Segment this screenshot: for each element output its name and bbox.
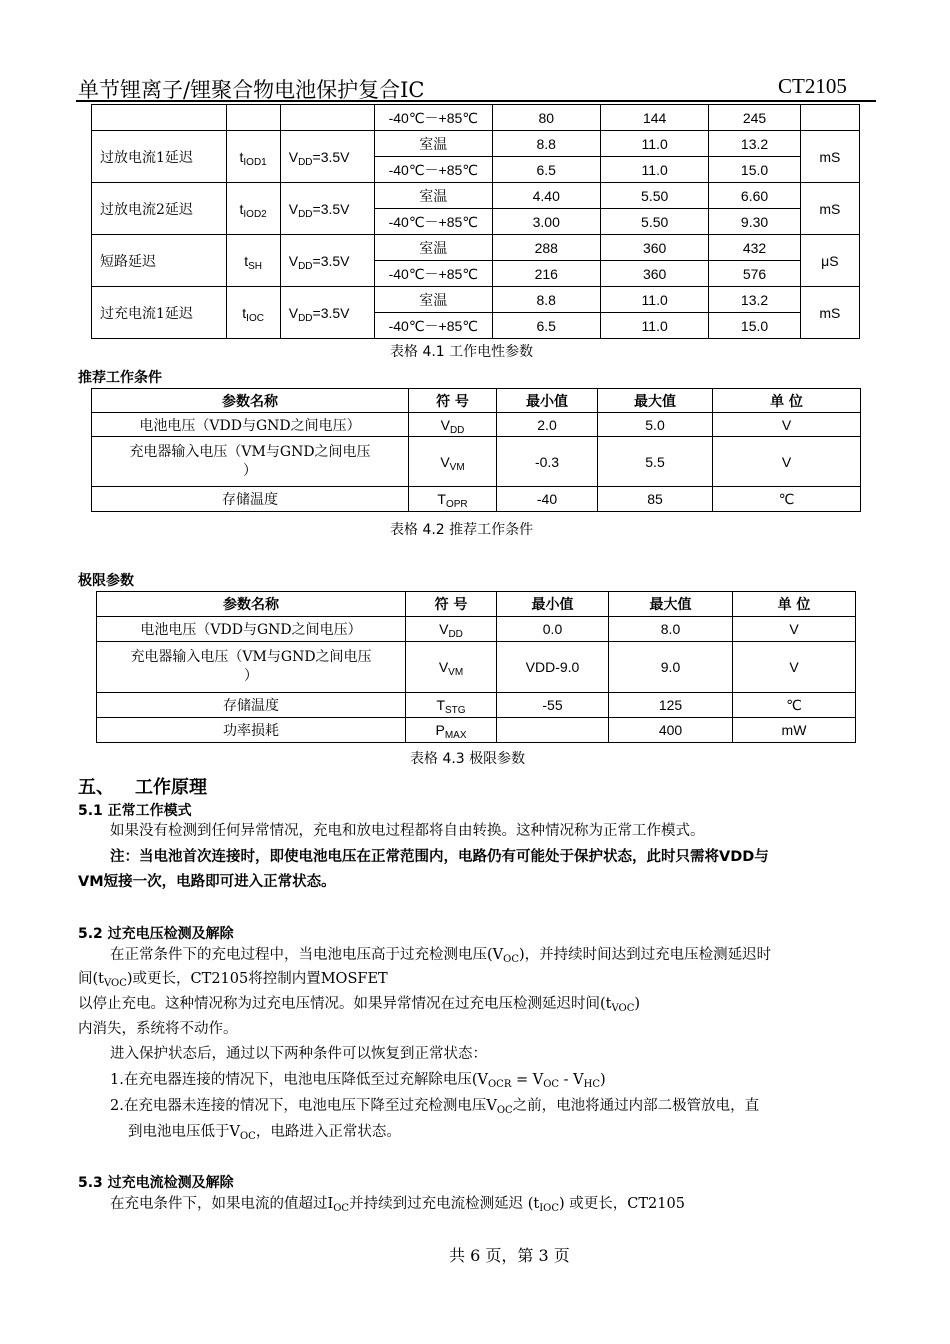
temp-cell: -40℃－+85℃	[375, 313, 492, 339]
table-row	[92, 131, 860, 157]
min-cell: 8.8	[492, 287, 600, 313]
column-header: 符 号	[409, 389, 497, 413]
min-cell: -0.3	[497, 437, 598, 487]
min-cell: 0.0	[497, 617, 609, 642]
unit-cell: V	[733, 617, 856, 642]
table-row	[92, 105, 860, 131]
typ-cell: 5.50	[600, 209, 708, 235]
table-4-3-caption: 表格 4.3 极限参数	[410, 751, 526, 767]
max-cell: 125	[609, 693, 733, 718]
unit-cell: ℃	[733, 693, 856, 718]
unit-cell: V	[713, 437, 861, 487]
list-item: 1.在充电器连接的情况下，电池电压降低至过充解除电压$(V_{OCR} = V_{OC} - V_{HC})$	[110, 1072, 606, 1090]
unit-cell: mS	[800, 287, 859, 339]
min-cell	[497, 718, 609, 743]
typ-cell: 360	[600, 235, 708, 261]
typ-cell: 11.0	[600, 313, 708, 339]
max-cell: 85	[598, 487, 713, 512]
section-5-number: 五、	[78, 777, 114, 798]
max-cell: 9.0	[609, 642, 733, 693]
min-cell: 2.0	[497, 413, 598, 437]
max-cell: 13.2	[709, 287, 800, 313]
temp-cell: -40℃－+85℃	[375, 209, 492, 235]
symbol-cell: $T_{OPR}$	[409, 487, 497, 512]
absolute-max-heading: 极限参数	[78, 573, 134, 589]
max-cell: 13.2	[709, 131, 800, 157]
min-cell: -40	[497, 487, 598, 512]
table-row	[92, 183, 860, 209]
column-header: 最小值	[497, 592, 609, 617]
temp-cell: -40℃－+85℃	[375, 157, 492, 183]
max-cell: 5.0	[598, 413, 713, 437]
symbol-cell: $V_{VM}$	[406, 642, 497, 693]
symbol-cell: $V_{DD}$	[406, 617, 497, 642]
temp-cell: -40℃－+85℃	[375, 105, 492, 131]
unit-cell: mS	[800, 131, 859, 183]
column-header: 单 位	[713, 389, 861, 413]
paragraph: 如果没有检测到任何异常情况，充电和放电过程都将自由转换。这种情况称为正常工作模式。	[110, 823, 705, 839]
temp-cell: 室温	[375, 235, 492, 261]
document-title: 单节锂离子/锂聚合物电池保护复合IC	[78, 78, 425, 102]
paragraph-line: 以停止充电。这种情况称为过充电压情况。如果异常情况在过充电压检测延迟时间$(t_{VOC})$	[78, 996, 641, 1014]
symbol-cell: $T_{STG}$	[406, 693, 497, 718]
param-name: 过充电流1延迟	[92, 287, 227, 339]
table-header-row	[92, 389, 861, 413]
table-row	[92, 413, 861, 437]
symbol-cell: $P_{MAX}$	[406, 718, 497, 743]
table-row	[92, 437, 861, 487]
param-name: 功率损耗	[97, 718, 406, 743]
min-cell: 8.8	[492, 131, 600, 157]
table-4-1	[91, 104, 860, 339]
paragraph-line: 内消失，系统将不动作。	[78, 1021, 238, 1037]
note-line: VM短接一次，电路即可进入正常状态。	[78, 874, 336, 890]
table-row	[97, 693, 856, 718]
symbol-cell: $V_{DD}$	[409, 413, 497, 437]
typ-cell: 11.0	[600, 287, 708, 313]
temp-cell: -40℃－+85℃	[375, 261, 492, 287]
min-cell: 6.5	[492, 313, 600, 339]
param-name: 存储温度	[92, 487, 409, 512]
param-name: 存储温度	[97, 693, 406, 718]
param-name: 电池电压（VDD与GND之间电压）	[97, 617, 406, 642]
min-cell: 216	[492, 261, 600, 287]
column-header: 参数名称	[97, 592, 406, 617]
section-5-1-title: 5.1 正常工作模式	[78, 803, 192, 819]
section-5-2-title: 5.2 过充电压检测及解除	[78, 926, 234, 942]
column-header: 最大值	[609, 592, 733, 617]
note-line: 注：当电池首次连接时，即使电池电压在正常范围内，电路仍有可能处于保护状态，此时只需将VDD与	[110, 849, 769, 865]
condition-cell: $V_{DD}=3.5V$	[280, 131, 374, 183]
typ-cell: 11.0	[600, 157, 708, 183]
column-header: 最小值	[497, 389, 598, 413]
param-name: 充电器输入电压（VM与GND之间电压 ）	[97, 642, 406, 693]
table-row	[92, 287, 860, 313]
list-item-continuation: 到电池电压低于$V_{OC}$，电路进入正常状态。	[128, 1124, 401, 1142]
max-cell: 400	[609, 718, 733, 743]
section-5-3-title: 5.3 过充电流检测及解除	[78, 1175, 234, 1191]
table-row	[97, 718, 856, 743]
chip-code: CT2105	[778, 74, 847, 98]
section-5-title: 工作原理	[135, 777, 207, 798]
min-cell: -55	[497, 693, 609, 718]
table-4-2-caption: 表格 4.2 推荐工作条件	[390, 522, 534, 538]
min-cell: 6.5	[492, 157, 600, 183]
min-cell: 288	[492, 235, 600, 261]
column-header: 符 号	[406, 592, 497, 617]
paragraph-line: 间$(t_{VOC})$或更长，CT2105将控制内置MOSFET	[78, 971, 388, 989]
typ-cell: 11.0	[600, 131, 708, 157]
condition-cell: $V_{DD}=3.5V$	[280, 235, 374, 287]
symbol-cell: $t_{IOD2}$	[226, 183, 280, 235]
min-cell: 4.40	[492, 183, 600, 209]
column-header: 参数名称	[92, 389, 409, 413]
symbol-cell: $t_{IOD1}$	[226, 131, 280, 183]
max-cell: 15.0	[709, 157, 800, 183]
table-row	[97, 642, 856, 693]
temp-cell: 室温	[375, 131, 492, 157]
unit-cell: V	[713, 413, 861, 437]
max-cell: 8.0	[609, 617, 733, 642]
temp-cell: 室温	[375, 183, 492, 209]
typ-cell: 5.50	[600, 183, 708, 209]
unit-cell: ℃	[713, 487, 861, 512]
max-cell: 576	[709, 261, 800, 287]
max-cell: 245	[709, 105, 800, 131]
unit-cell: mS	[800, 183, 859, 235]
paragraph-line: 进入保护状态后，通过以下两种条件可以恢复到正常状态：	[110, 1046, 487, 1062]
unit-cell: V	[733, 642, 856, 693]
condition-cell: $V_{DD}=3.5V$	[280, 287, 374, 339]
param-name: 短路延迟	[92, 235, 227, 287]
min-cell: 80	[492, 105, 600, 131]
max-cell: 432	[709, 235, 800, 261]
column-header: 最大值	[598, 389, 713, 413]
min-cell: 3.00	[492, 209, 600, 235]
table-row	[97, 617, 856, 642]
param-name: 充电器输入电压（VM与GND之间电压 ）	[92, 437, 409, 487]
symbol-cell: $t_{SH}$	[226, 235, 280, 287]
column-header: 单 位	[733, 592, 856, 617]
max-cell: 15.0	[709, 313, 800, 339]
condition-cell: $V_{DD}=3.5V$	[280, 183, 374, 235]
table-4-3	[96, 591, 856, 743]
table-4-2	[91, 388, 861, 512]
symbol-cell: $t_{IOC}$	[226, 287, 280, 339]
max-cell: 5.5	[598, 437, 713, 487]
page-footer: 共 6 页，第 3 页	[449, 1246, 570, 1265]
min-cell: VDD-9.0	[497, 642, 609, 693]
list-item: 2.在充电器未连接的情况下，电池电压下降至过充检测电压$V_{OC}$之前，电池将通过内部二极管放电，直	[110, 1098, 760, 1116]
typ-cell: 360	[600, 261, 708, 287]
recommended-conditions-heading: 推荐工作条件	[78, 370, 162, 386]
param-name: 过放电流1延迟	[92, 131, 227, 183]
unit-cell: μS	[800, 235, 859, 287]
unit-cell: mW	[733, 718, 856, 743]
typ-cell: 144	[600, 105, 708, 131]
table-header-row	[97, 592, 856, 617]
max-cell: 9.30	[709, 209, 800, 235]
table-row	[92, 235, 860, 261]
table-4-1-caption: 表格 4.1 工作电性参数	[390, 344, 534, 360]
paragraph-line: 在充电条件下，如果电流的值超过$I_{OC}$并持续到过充电流检测延迟 $(t_{IOC})$ 或更长，CT2105	[110, 1196, 685, 1214]
param-name: 过放电流2延迟	[92, 183, 227, 235]
header-rule	[76, 100, 876, 102]
param-name: 电池电压（VDD与GND之间电压）	[92, 413, 409, 437]
symbol-cell: $V_{VM}$	[409, 437, 497, 487]
table-row	[92, 487, 861, 512]
temp-cell: 室温	[375, 287, 492, 313]
max-cell: 6.60	[709, 183, 800, 209]
paragraph-line: 在正常条件下的充电过程中，当电池电压高于过充检测电压$(V_{OC})$，并持续时间达到过充电压检测延迟时	[110, 947, 772, 965]
